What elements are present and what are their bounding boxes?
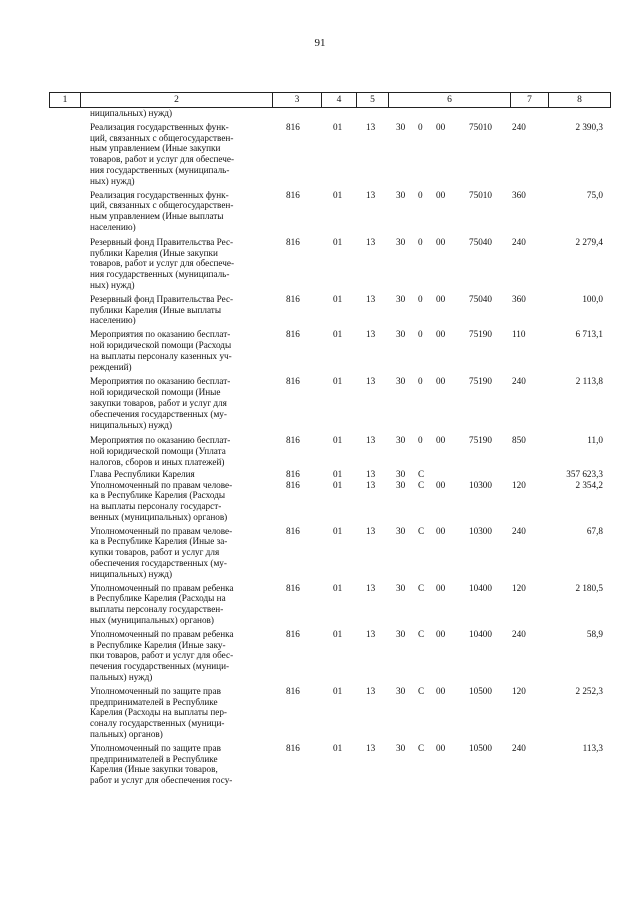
description-line: Уполномоченный по правам челове- xyxy=(90,479,233,490)
cell-c8: 2 279,4 xyxy=(575,236,603,247)
row-description xyxy=(90,583,262,626)
description-line: обеспечения государственных (му- xyxy=(90,558,227,569)
cell-c8: 75,0 xyxy=(586,189,603,200)
description-line: печения государственных (муници- xyxy=(90,661,230,672)
cell-c6c: 00 xyxy=(436,329,446,340)
cell-c6c: 00 xyxy=(436,189,446,200)
description-line: Реализация государственных функ- xyxy=(90,121,229,132)
table-row xyxy=(0,376,640,430)
description-line: венных (муниципальных) органов) xyxy=(90,511,228,522)
row-description xyxy=(90,469,262,480)
cell-c4: 01 xyxy=(333,189,343,200)
row-description xyxy=(90,743,262,786)
description-line: Реализация государственных функ- xyxy=(90,189,229,200)
cell-c5: 13 xyxy=(366,435,376,446)
cell-c8: 11,0 xyxy=(587,435,603,446)
description-line: Мероприятия по оказанию бесплат- xyxy=(90,376,231,387)
cell-c4: 01 xyxy=(333,468,343,479)
table-row xyxy=(0,108,640,119)
cell-c6b: С xyxy=(418,685,425,696)
cell-c6d: 75010 xyxy=(469,121,492,132)
cell-c6c: 00 xyxy=(436,121,446,132)
cell-c6d: 75190 xyxy=(469,376,492,387)
cell-c5: 13 xyxy=(366,329,376,340)
cell-c6a: 30 xyxy=(396,479,406,490)
cell-c6b: С xyxy=(418,525,425,536)
cell-c4: 01 xyxy=(333,329,343,340)
description-line: ния государственных (муниципаль- xyxy=(90,164,230,175)
cell-c4: 01 xyxy=(333,479,343,490)
description-line: ным управлением (Иные закупки xyxy=(90,143,221,154)
cell-c4: 01 xyxy=(333,236,343,247)
cell-c3: 816 xyxy=(286,376,300,387)
header-col-7: 7 xyxy=(511,93,549,107)
cell-c6a: 30 xyxy=(396,628,406,639)
description-line: ной юридической помощи (Расходы xyxy=(90,339,232,350)
cell-c6c: 00 xyxy=(436,628,446,639)
cell-c6c: 00 xyxy=(436,236,446,247)
table-row xyxy=(0,122,640,187)
cell-c6d: 75010 xyxy=(469,189,492,200)
cell-c3: 816 xyxy=(286,329,300,340)
cell-c6b: 0 xyxy=(418,189,423,200)
cell-c5: 13 xyxy=(366,479,376,490)
cell-c3: 816 xyxy=(286,435,300,446)
description-line: закупки товаров, работ и услуг для xyxy=(90,397,227,408)
table-row xyxy=(0,480,640,523)
cell-c6b: 0 xyxy=(418,236,423,247)
table-header xyxy=(49,92,611,108)
row-description xyxy=(90,122,262,187)
description-line: Уполномоченный по правам ребенка xyxy=(90,582,234,593)
table-body xyxy=(0,108,640,786)
cell-c8: 2 180,5 xyxy=(575,582,603,593)
cell-c8: 6 713,1 xyxy=(575,329,603,340)
description-line: Карелия (Иные закупки товаров, xyxy=(90,764,218,775)
cell-c6d: 10500 xyxy=(469,742,492,753)
cell-c7: 120 xyxy=(512,685,526,696)
cell-c3: 816 xyxy=(286,628,300,639)
description-line: публики Карелия (Иные закупки xyxy=(90,247,218,258)
description-line: Глава Республики Карелия xyxy=(90,468,195,479)
cell-c4: 01 xyxy=(333,525,343,536)
header-col-1: 1 xyxy=(50,93,81,107)
description-line: пки товаров, работ и услуг для обес- xyxy=(90,650,234,661)
cell-c6c: 00 xyxy=(436,293,446,304)
cell-c7: 240 xyxy=(512,525,526,536)
description-line: населению) xyxy=(90,315,136,326)
cell-c3: 816 xyxy=(286,293,300,304)
cell-c3: 816 xyxy=(286,685,300,696)
cell-c7: 360 xyxy=(512,293,526,304)
description-line: населению) xyxy=(90,221,136,232)
cell-c6c: 00 xyxy=(436,525,446,536)
description-line: ций, связанных с общегосударствен- xyxy=(90,200,234,211)
description-line: Резервный фонд Правительства Рес- xyxy=(90,293,234,304)
cell-c8: 2 113,8 xyxy=(575,376,603,387)
cell-c7: 240 xyxy=(512,376,526,387)
cell-c8: 2 354,2 xyxy=(575,479,603,490)
description-line: купки товаров, работ и услуг для xyxy=(90,547,220,558)
description-line: ных) нужд) xyxy=(90,279,135,290)
cell-c3: 816 xyxy=(286,525,300,536)
cell-c3: 816 xyxy=(286,121,300,132)
cell-c7: 850 xyxy=(512,435,526,446)
cell-c6d: 10300 xyxy=(469,479,492,490)
description-line: соналу государственных (муници- xyxy=(90,718,225,729)
cell-c4: 01 xyxy=(333,685,343,696)
cell-c6a: 30 xyxy=(396,435,406,446)
cell-c7: 240 xyxy=(512,236,526,247)
cell-c5: 13 xyxy=(366,582,376,593)
description-line: пальных) нужд) xyxy=(90,672,153,683)
description-line: ных (муниципальных) органов) xyxy=(90,615,214,626)
table-row xyxy=(0,435,640,467)
cell-c4: 01 xyxy=(333,628,343,639)
cell-c6c: 00 xyxy=(436,582,446,593)
row-description xyxy=(90,526,262,580)
cell-c3: 816 xyxy=(286,468,300,479)
cell-c4: 01 xyxy=(333,742,343,753)
cell-c7: 240 xyxy=(512,121,526,132)
row-description xyxy=(90,629,262,683)
description-line: на выплаты персоналу казенных уч- xyxy=(90,350,232,361)
cell-c6c: 00 xyxy=(436,479,446,490)
description-line: ным управлением (Иные выплаты xyxy=(90,211,224,222)
cell-c4: 01 xyxy=(333,121,343,132)
cell-c6d: 75190 xyxy=(469,435,492,446)
row-description xyxy=(90,108,262,119)
description-line: Уполномоченный по защите прав xyxy=(90,742,221,753)
cell-c6a: 30 xyxy=(396,189,406,200)
description-line: Уполномоченный по правам челове- xyxy=(90,525,233,536)
cell-c6b: 0 xyxy=(418,293,423,304)
cell-c6b: С xyxy=(418,468,425,479)
description-line: на выплаты персоналу государст- xyxy=(90,501,222,512)
cell-c6d: 10400 xyxy=(469,628,492,639)
cell-c4: 01 xyxy=(333,376,343,387)
cell-c6b: С xyxy=(418,582,425,593)
cell-c3: 816 xyxy=(286,742,300,753)
cell-c6d: 75190 xyxy=(469,329,492,340)
description-line: предпринимателей в Республике xyxy=(90,753,218,764)
cell-c6b: 0 xyxy=(418,435,423,446)
cell-c6b: 0 xyxy=(418,329,423,340)
row-description xyxy=(90,480,262,523)
cell-c6b: 0 xyxy=(418,121,423,132)
cell-c7: 120 xyxy=(512,479,526,490)
description-line: публики Карелия (Иные выплаты xyxy=(90,304,221,315)
description-line: ной юридической помощи (Уплата xyxy=(90,446,226,457)
page-number: 91 xyxy=(314,37,326,49)
cell-c6a: 30 xyxy=(396,236,406,247)
description-line: ниципальных) нужд) xyxy=(90,568,173,579)
row-description xyxy=(90,686,262,740)
cell-c4: 01 xyxy=(333,293,343,304)
header-col-4: 4 xyxy=(322,93,357,107)
header-col-2: 2 xyxy=(81,93,273,107)
cell-c5: 13 xyxy=(366,468,376,479)
table-row xyxy=(0,237,640,291)
cell-c6a: 30 xyxy=(396,742,406,753)
table-row xyxy=(0,329,640,372)
row-description xyxy=(90,329,262,372)
description-line: реждений) xyxy=(90,361,132,372)
header-col-8: 8 xyxy=(577,95,582,105)
description-line: выплаты персоналу государствен- xyxy=(90,604,224,615)
cell-c5: 13 xyxy=(366,685,376,696)
description-line: предпринимателей в Республике xyxy=(90,696,218,707)
cell-c3: 816 xyxy=(286,189,300,200)
cell-c8: 2 390,3 xyxy=(575,121,603,132)
cell-c8: 67,8 xyxy=(586,525,603,536)
table-row xyxy=(0,686,640,740)
cell-c6d: 10300 xyxy=(469,525,492,536)
cell-c8: 357 623,3 xyxy=(566,468,603,479)
description-line: ния государственных (муниципаль- xyxy=(90,269,230,280)
cell-c6b: С xyxy=(418,742,425,753)
cell-c6a: 30 xyxy=(396,121,406,132)
cell-c3: 816 xyxy=(286,236,300,247)
cell-c7: 240 xyxy=(512,628,526,639)
cell-c6a: 30 xyxy=(396,329,406,340)
cell-c6b: С xyxy=(418,628,425,639)
description-line: ниципальных) нужд) xyxy=(90,108,173,118)
cell-c3: 816 xyxy=(286,479,300,490)
cell-c5: 13 xyxy=(366,628,376,639)
table-row xyxy=(0,629,640,683)
description-line: Мероприятия по оказанию бесплат- xyxy=(90,329,231,340)
cell-c8: 100,0 xyxy=(582,293,603,304)
cell-c6c: 00 xyxy=(436,685,446,696)
cell-c6d: 75040 xyxy=(469,236,492,247)
table-row xyxy=(0,743,640,786)
description-line: товаров, работ и услуг для обеспече- xyxy=(90,154,234,165)
description-line: обеспечения государственных (му- xyxy=(90,408,227,419)
description-line: пальных) органов) xyxy=(90,729,163,740)
description-line: ных) нужд) xyxy=(90,175,135,186)
table-row xyxy=(0,190,640,233)
description-line: товаров, работ и услуг для обеспече- xyxy=(90,258,234,269)
cell-c8: 2 252,3 xyxy=(575,685,603,696)
description-line: Резервный фонд Правительства Рес- xyxy=(90,236,234,247)
description-line: Уполномоченный по правам ребенка xyxy=(90,628,234,639)
description-line: Мероприятия по оказанию бесплат- xyxy=(90,435,231,446)
header-col-3: 3 xyxy=(273,93,322,107)
cell-c8: 113,3 xyxy=(582,742,603,753)
cell-c3: 816 xyxy=(286,582,300,593)
row-description xyxy=(90,237,262,291)
description-line: работ и услуг для обеспечения госу- xyxy=(90,775,233,786)
cell-c7: 240 xyxy=(512,742,526,753)
table-row xyxy=(0,469,640,480)
cell-c5: 13 xyxy=(366,742,376,753)
table-row xyxy=(0,583,640,626)
row-description xyxy=(90,435,262,467)
cell-c6a: 30 xyxy=(396,525,406,536)
row-description xyxy=(90,376,262,430)
description-line: в Республике Карелия (Расходы на xyxy=(90,593,226,604)
cell-c7: 110 xyxy=(512,329,526,340)
description-line: в Республике Карелия (Иные заку- xyxy=(90,639,226,650)
description-line: ка в Республике Карелия (Иные за- xyxy=(90,536,228,547)
cell-c5: 13 xyxy=(366,236,376,247)
cell-c8: 58,9 xyxy=(586,628,603,639)
cell-c5: 13 xyxy=(366,121,376,132)
description-line: ка в Республике Карелия (Расходы xyxy=(90,490,226,501)
cell-c6d: 10400 xyxy=(469,582,492,593)
cell-c5: 13 xyxy=(366,189,376,200)
row-description xyxy=(90,294,262,326)
cell-c6b: 0 xyxy=(418,376,423,387)
cell-c6a: 30 xyxy=(396,376,406,387)
cell-c4: 01 xyxy=(333,582,343,593)
cell-c5: 13 xyxy=(366,293,376,304)
cell-c6d: 75040 xyxy=(469,293,492,304)
description-line: ниципальных) нужд) xyxy=(90,419,173,430)
cell-c4: 01 xyxy=(333,435,343,446)
header-col-6: 6 xyxy=(389,93,511,107)
table-row xyxy=(0,294,640,326)
cell-c5: 13 xyxy=(366,525,376,536)
cell-c6a: 30 xyxy=(396,582,406,593)
cell-c6b: С xyxy=(418,479,425,490)
cell-c6c: 00 xyxy=(436,376,446,387)
cell-c6d: 10500 xyxy=(469,685,492,696)
cell-c5: 13 xyxy=(366,376,376,387)
row-description xyxy=(90,190,262,233)
cell-c7: 360 xyxy=(512,189,526,200)
description-line: ций, связанных с общегосударствен- xyxy=(90,132,234,143)
cell-c6c: 00 xyxy=(436,435,446,446)
cell-c6a: 30 xyxy=(396,685,406,696)
description-line: Уполномоченный по защите прав xyxy=(90,685,221,696)
cell-c6c: 00 xyxy=(436,742,446,753)
description-line: ной юридической помощи (Иные xyxy=(90,387,221,398)
description-line: Карелия (Расходы на выплаты пер- xyxy=(90,707,227,718)
cell-c6a: 30 xyxy=(396,293,406,304)
cell-c6a: 30 xyxy=(396,468,406,479)
description-line: налогов, сборов и иных платежей) xyxy=(90,456,225,467)
cell-c7: 120 xyxy=(512,582,526,593)
header-col-5: 5 xyxy=(357,93,389,107)
table-row xyxy=(0,526,640,580)
